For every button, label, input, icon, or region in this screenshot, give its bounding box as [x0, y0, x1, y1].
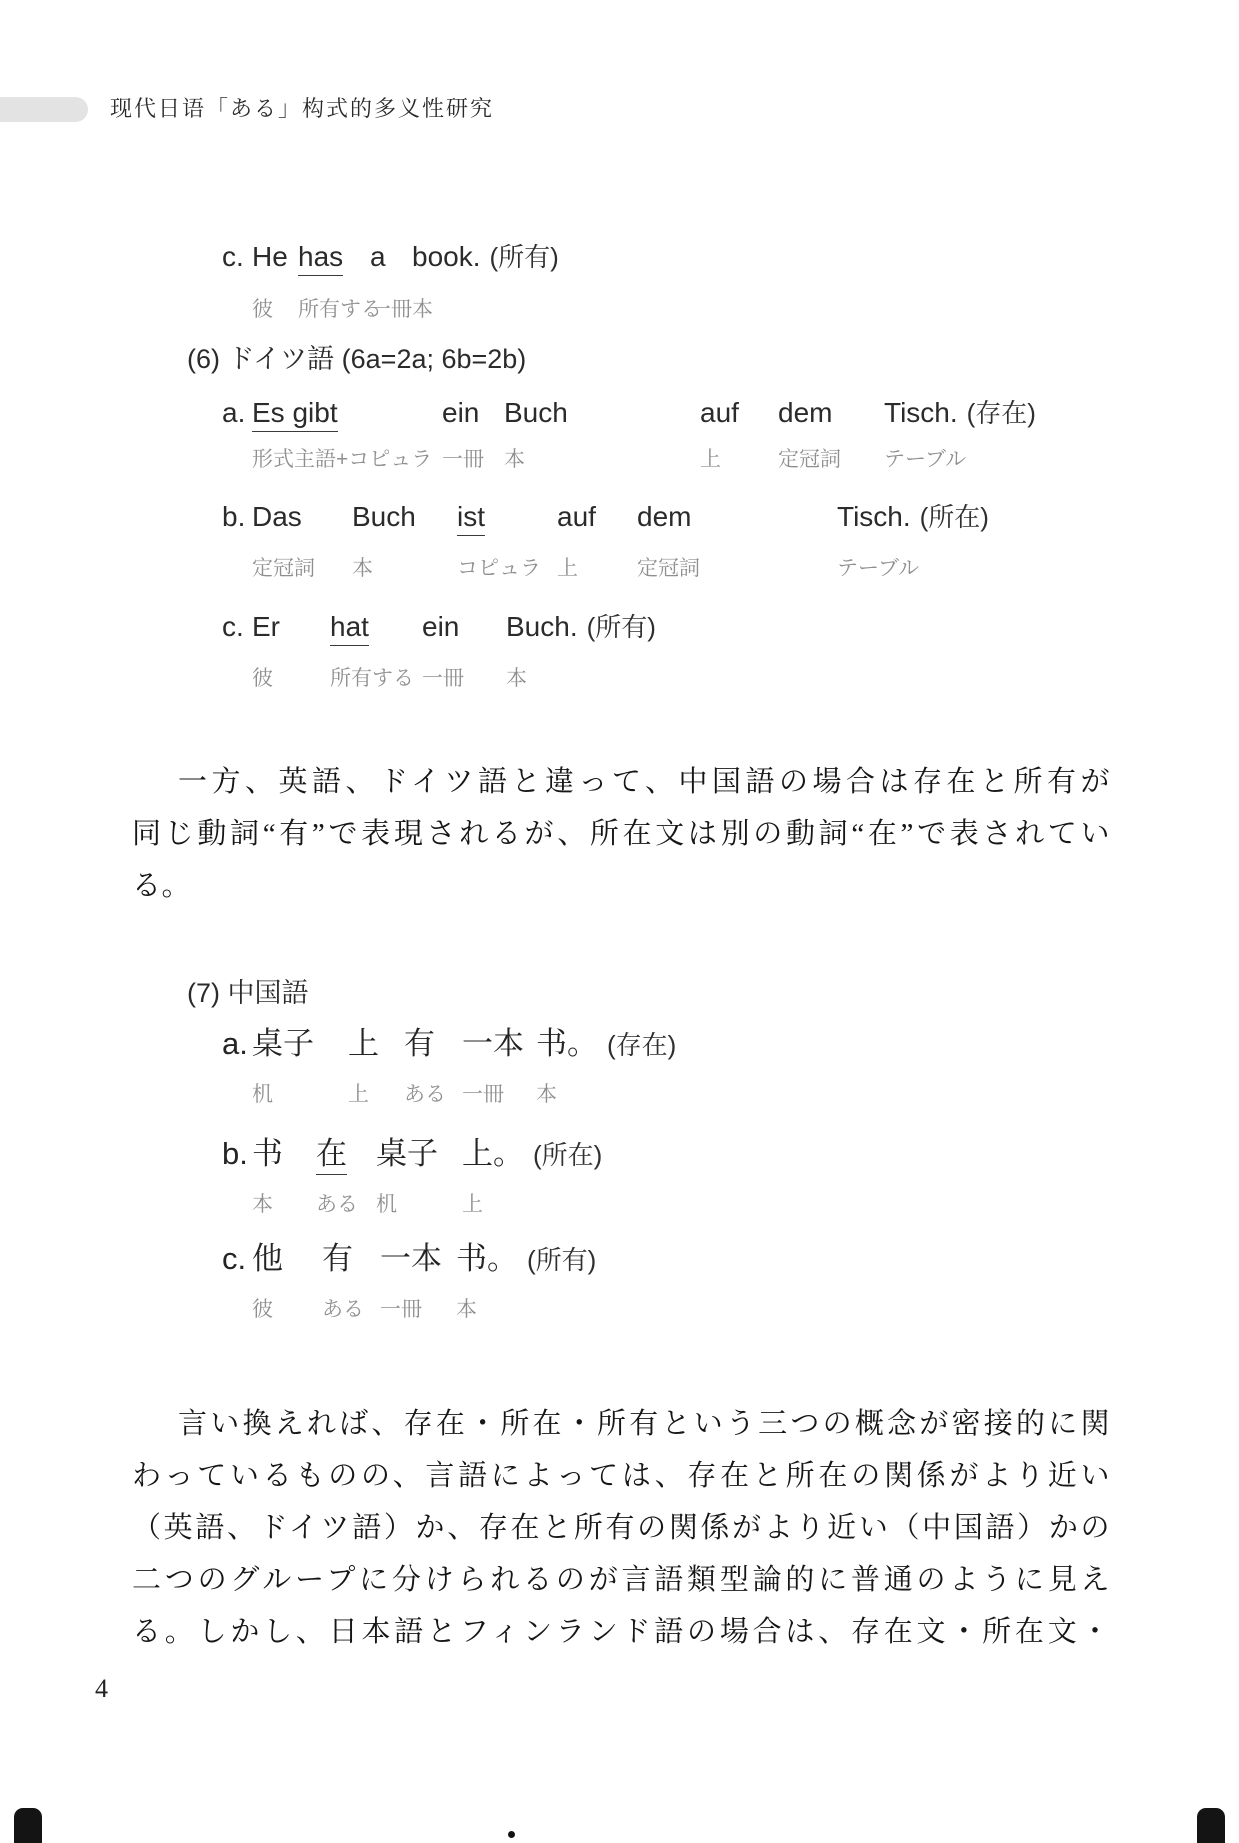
example-word: 上。 (所在)	[462, 1136, 603, 1171]
gloss-word: 彼	[252, 298, 273, 321]
category-label: (存在)	[607, 1030, 677, 1060]
gloss-word: 一冊	[380, 1298, 422, 1321]
page-number: 4	[95, 1674, 108, 1703]
gloss-word: 所有する	[330, 667, 414, 690]
example-word: auf	[557, 501, 596, 532]
example-word: 上	[348, 1026, 379, 1061]
gloss-word: テーブル	[837, 557, 920, 580]
gloss-word: 形式主語+コピュラ	[252, 448, 433, 471]
gloss-word: 一冊	[370, 298, 412, 321]
gloss-word: 定冠詞	[637, 557, 700, 580]
underlined-verb: Es gibt	[252, 397, 338, 432]
gloss-word: ある	[316, 1193, 358, 1216]
example-word: Buch	[504, 397, 568, 428]
paragraph-line: る。しかし、日本語とフィンランド語の場合は、存在文・所在文・	[132, 1616, 1110, 1648]
gloss-word: 彼	[252, 1298, 273, 1321]
gloss-word: 本	[504, 448, 525, 471]
paragraph-line: 言い換えれば、存在・所在・所有という三つの概念が密接的に関	[178, 1408, 1110, 1440]
example-word: He	[252, 241, 288, 272]
gloss-word: 上	[348, 1083, 369, 1106]
example-word: c.	[222, 241, 244, 272]
gloss-word: 本	[506, 667, 527, 690]
category-label: (所有)	[489, 242, 559, 272]
underlined-verb: 在	[316, 1136, 347, 1175]
gloss-word: 本	[412, 298, 433, 321]
gloss-word	[222, 1296, 252, 1324]
scan-corner-mark-right	[1197, 1808, 1225, 1843]
gloss-word: 一冊	[442, 448, 484, 471]
gloss-word: 上	[462, 1193, 483, 1216]
gloss-word: 彼	[252, 667, 273, 690]
example-word: ein	[422, 611, 460, 642]
example-word: 书。 (存在)	[536, 1026, 677, 1061]
scan-dot-mark	[508, 1831, 515, 1838]
example-word: ein	[442, 397, 480, 428]
gloss-word	[222, 296, 252, 324]
example-word: a.	[222, 397, 246, 428]
gloss-word: 本	[456, 1298, 477, 1321]
example-word: auf	[700, 397, 739, 428]
header-decor-bar	[0, 97, 88, 122]
underlined-verb: hat	[330, 611, 369, 646]
example-word: 一本	[380, 1241, 442, 1276]
gloss-word: 所有する	[298, 298, 382, 321]
body-paragraph	[132, 756, 1110, 912]
example-block	[222, 610, 656, 693]
example-word: a	[370, 241, 386, 272]
category-label: (所有)	[527, 1245, 597, 1275]
example-word: b.	[222, 1136, 248, 1171]
example-word: Das	[252, 501, 302, 532]
gloss-word: 一冊	[422, 667, 464, 690]
underlined-verb: has	[298, 241, 343, 276]
gloss-word: 一冊	[462, 1083, 504, 1106]
gloss-word: 机	[376, 1193, 397, 1216]
body-paragraph	[132, 1398, 1110, 1658]
example-word: c.	[222, 611, 244, 642]
gloss-word: 机	[252, 1083, 273, 1106]
paragraph-line: る。	[132, 870, 192, 902]
example-block	[222, 500, 989, 583]
category-label: (所在)	[919, 502, 989, 532]
category-label: (所有)	[586, 612, 656, 642]
example-word: Tisch. (所在)	[837, 501, 989, 532]
underlined-verb: ist	[457, 501, 485, 536]
example-word: b.	[222, 501, 246, 532]
example-word: 有	[404, 1026, 435, 1061]
gloss-word: テーブル	[884, 448, 967, 471]
gloss-word	[222, 665, 252, 693]
paragraph-line: （英語、ドイツ語）か、存在と所有の関係がより近い（中国語）かの	[132, 1512, 1110, 1544]
running-header-title: 现代日语「ある」构式的多义性研究	[110, 96, 495, 121]
example-word: Tisch. (存在)	[884, 397, 1036, 428]
gloss-word: 本	[352, 557, 373, 580]
gloss-word	[222, 446, 252, 474]
paragraph-line: わっているものの、言語によっては、存在と所在の関係がより近い	[132, 1460, 1110, 1492]
gloss-word: 上	[700, 448, 721, 471]
section-heading: (7) 中国語	[187, 978, 309, 1008]
example-word: c.	[222, 1241, 247, 1276]
gloss-word	[222, 555, 252, 583]
example-word: 书。 (所有)	[456, 1241, 597, 1276]
example-word: a.	[222, 1026, 248, 1061]
example-word	[457, 500, 557, 555]
gloss-word: ある	[404, 1083, 446, 1106]
example-word: 他	[252, 1241, 283, 1276]
example-word: Buch. (所有)	[506, 611, 656, 642]
gloss-word: 本	[536, 1083, 557, 1106]
gloss-word	[222, 1081, 252, 1109]
example-block	[222, 396, 1036, 474]
example-word: 书	[252, 1136, 283, 1171]
example-word: 有	[322, 1241, 353, 1276]
gloss-word: 定冠詞	[778, 448, 841, 471]
paragraph-line: 一方、英語、ドイツ語と違って、中国語の場合は存在と所有が	[178, 766, 1110, 798]
example-word: 桌子	[376, 1136, 438, 1171]
scan-corner-mark-left	[14, 1808, 42, 1843]
paragraph-line: 同じ動詞“有”で表現されるが、所在文は別の動詞“在”で表されてい	[132, 818, 1110, 850]
example-block	[222, 1241, 596, 1324]
example-block	[222, 240, 559, 324]
example-word: 一本	[462, 1026, 524, 1061]
example-word	[316, 1136, 376, 1191]
gloss-word	[222, 1191, 252, 1219]
gloss-word: 上	[557, 557, 578, 580]
example-word	[252, 396, 442, 446]
example-word	[330, 610, 422, 665]
example-block	[222, 1026, 676, 1109]
category-label: (存在)	[966, 398, 1036, 428]
category-label: (所在)	[533, 1140, 603, 1170]
example-word: book. (所有)	[412, 241, 559, 272]
paragraph-line: 二つのグループに分けられるのが言語類型論的に普通のように見え	[132, 1564, 1110, 1596]
example-word	[298, 240, 370, 296]
example-block	[222, 1136, 602, 1219]
example-word: dem	[778, 397, 833, 428]
example-word: 桌子	[252, 1026, 314, 1061]
example-word: dem	[637, 501, 692, 532]
example-word: Buch	[352, 501, 416, 532]
example-word: Er	[252, 611, 280, 642]
section-heading: (6) ドイツ語 (6a=2a; 6b=2b)	[187, 344, 527, 374]
gloss-word: 本	[252, 1193, 273, 1216]
gloss-word: コピュラ	[457, 557, 541, 580]
gloss-word: ある	[322, 1298, 364, 1321]
gloss-word: 定冠詞	[252, 557, 315, 580]
